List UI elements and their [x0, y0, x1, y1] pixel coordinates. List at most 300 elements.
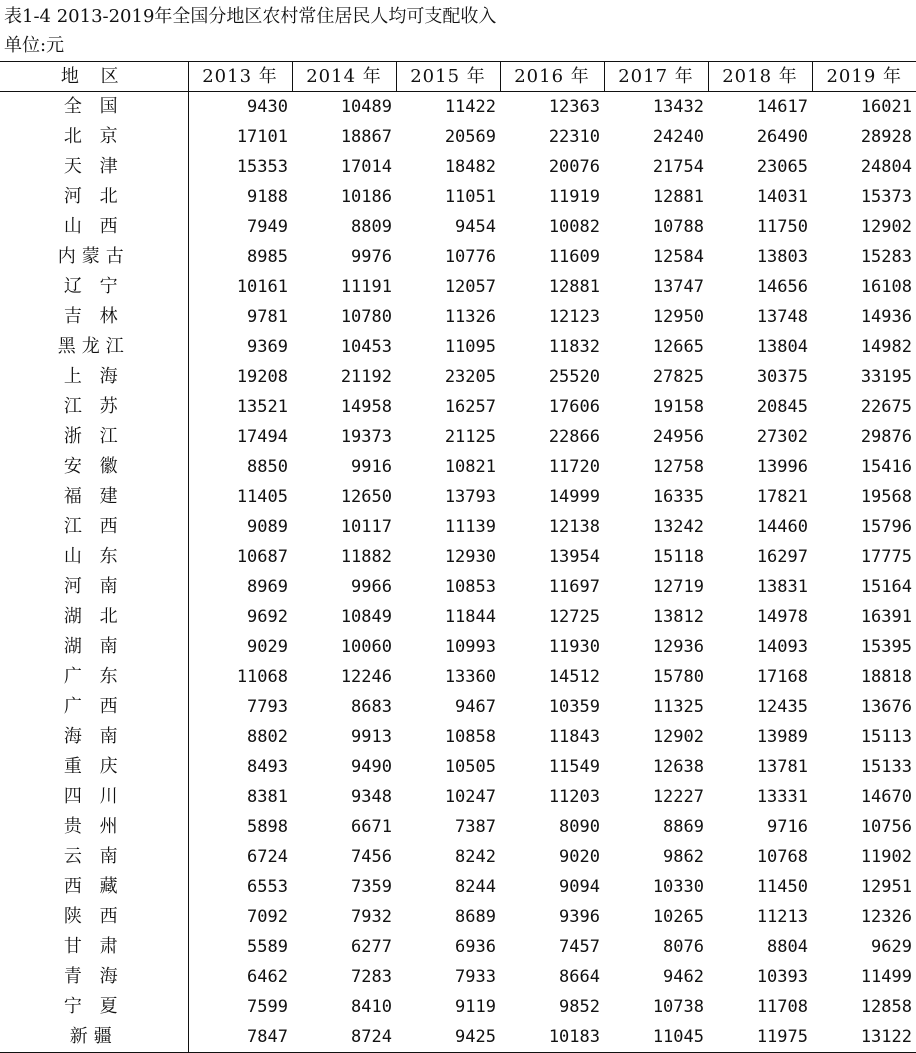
- income-cell: 6936: [455, 937, 496, 957]
- income-cell: 8381: [247, 787, 288, 807]
- header-year: 2019 年: [812, 62, 916, 92]
- income-cell: 10768: [756, 847, 808, 867]
- income-cell: 7793: [247, 697, 288, 717]
- income-cell: 29876: [860, 427, 912, 447]
- table-row: [0, 422, 916, 452]
- income-cell: 9396: [559, 907, 600, 927]
- income-cell: 30375: [756, 367, 808, 387]
- region-cell: 江 西: [0, 512, 188, 542]
- income-cell: 11832: [548, 337, 600, 357]
- income-cell: 13996: [756, 457, 808, 477]
- income-cell: 8850: [247, 457, 288, 477]
- income-cell: 6671: [351, 817, 392, 837]
- income-cell: 15283: [860, 247, 912, 267]
- table-header: [0, 62, 916, 92]
- income-cell: 12650: [340, 487, 392, 507]
- income-cell: 19568: [860, 487, 912, 507]
- income-cell: 9913: [351, 727, 392, 747]
- income-cell: 10117: [340, 517, 392, 537]
- income-cell: 12725: [548, 607, 600, 627]
- table-row: [0, 662, 916, 692]
- income-cell: 10161: [236, 277, 288, 297]
- table-row: [0, 452, 916, 482]
- income-cell: 12665: [652, 337, 704, 357]
- header-year: 2018 年: [708, 62, 812, 92]
- region-cell: 四 川: [0, 782, 188, 812]
- income-cell: 26490: [756, 127, 808, 147]
- income-cell: 20845: [756, 397, 808, 417]
- income-cell: 9781: [247, 307, 288, 327]
- income-cell: 15395: [860, 637, 912, 657]
- income-cell: 10849: [340, 607, 392, 627]
- table-row: [0, 242, 916, 272]
- income-cell: 11213: [756, 907, 808, 927]
- income-cell: 23065: [756, 157, 808, 177]
- region-cell: 江 苏: [0, 392, 188, 422]
- income-cell: 24240: [652, 127, 704, 147]
- region-cell: 河 北: [0, 182, 188, 212]
- table-row: [0, 842, 916, 872]
- income-cell: 16021: [860, 97, 912, 117]
- income-cell: 11609: [548, 247, 600, 267]
- income-cell: 16257: [444, 397, 496, 417]
- income-cell: 7932: [351, 907, 392, 927]
- income-cell: 15353: [236, 157, 288, 177]
- table-row: [0, 932, 916, 962]
- income-cell: 13748: [756, 307, 808, 327]
- income-cell: 11499: [860, 967, 912, 987]
- region-cell: 山 西: [0, 212, 188, 242]
- income-cell: 12902: [860, 217, 912, 237]
- table-row: [0, 212, 916, 242]
- income-cell: 11750: [756, 217, 808, 237]
- income-cell: 20076: [548, 157, 600, 177]
- income-cell: 23205: [444, 367, 496, 387]
- header-row: [0, 62, 916, 92]
- income-cell: 5898: [247, 817, 288, 837]
- income-cell: 9966: [351, 577, 392, 597]
- income-cell: 8090: [559, 817, 600, 837]
- income-cell: 14670: [860, 787, 912, 807]
- income-cell: 12881: [548, 277, 600, 297]
- income-cell: 21192: [340, 367, 392, 387]
- income-cell: 12902: [652, 727, 704, 747]
- income-cell: 14999: [548, 487, 600, 507]
- region-cell: 辽 宁: [0, 272, 188, 302]
- income-cell: 11191: [340, 277, 392, 297]
- table-row: [0, 1022, 916, 1053]
- income-cell: 13521: [236, 397, 288, 417]
- region-cell: 广 西: [0, 692, 188, 722]
- income-cell: 25520: [548, 367, 600, 387]
- income-cell: 14936: [860, 307, 912, 327]
- region-cell: 福 建: [0, 482, 188, 512]
- income-cell: 8410: [351, 997, 392, 1017]
- income-cell: 14656: [756, 277, 808, 297]
- income-cell: 17168: [756, 667, 808, 687]
- region-cell: 吉 林: [0, 302, 188, 332]
- income-cell: 13122: [812, 1022, 916, 1053]
- income-cell: 8809: [351, 217, 392, 237]
- income-cell: 28928: [860, 127, 912, 147]
- region-cell: 北 京: [0, 122, 188, 152]
- income-cell: 10393: [756, 967, 808, 987]
- header-year: 2014 年: [292, 62, 396, 92]
- income-cell: 22310: [548, 127, 600, 147]
- income-cell: 11930: [548, 637, 600, 657]
- region-cell: 山 东: [0, 542, 188, 572]
- income-cell: 10821: [444, 457, 496, 477]
- income-cell: 10993: [444, 637, 496, 657]
- income-cell: 9119: [455, 997, 496, 1017]
- income-cell: 10247: [444, 787, 496, 807]
- income-cell: 18818: [860, 667, 912, 687]
- income-cell: 14093: [756, 637, 808, 657]
- income-cell: 15113: [860, 727, 912, 747]
- income-cell: 27302: [756, 427, 808, 447]
- income-cell: 13360: [444, 667, 496, 687]
- table-row: [0, 332, 916, 362]
- table-row: [0, 512, 916, 542]
- income-cell: 11068: [236, 667, 288, 687]
- table-row: [0, 602, 916, 632]
- income-cell: 7283: [351, 967, 392, 987]
- income-cell: 9976: [351, 247, 392, 267]
- income-cell: 9369: [247, 337, 288, 357]
- header-year: 2013 年: [188, 62, 292, 92]
- income-cell: 15164: [860, 577, 912, 597]
- income-cell: 12057: [444, 277, 496, 297]
- income-cell: 5589: [247, 937, 288, 957]
- income-cell: 17014: [340, 157, 392, 177]
- income-cell: 12584: [652, 247, 704, 267]
- income-cell: 12758: [652, 457, 704, 477]
- income-cell: 21754: [652, 157, 704, 177]
- income-cell: 11975: [708, 1022, 812, 1053]
- region-cell: 安 徽: [0, 452, 188, 482]
- table-row: [0, 632, 916, 662]
- income-cell: 17606: [548, 397, 600, 417]
- income-cell: 7387: [455, 817, 496, 837]
- table-row: [0, 872, 916, 902]
- income-cell: 10489: [340, 97, 392, 117]
- income-cell: 10788: [652, 217, 704, 237]
- income-cell: 13803: [756, 247, 808, 267]
- income-cell: 9692: [247, 607, 288, 627]
- income-cell: 6462: [247, 967, 288, 987]
- region-cell: 新疆: [0, 1022, 188, 1053]
- income-cell: 27825: [652, 367, 704, 387]
- income-cell: 11422: [444, 97, 496, 117]
- income-cell: 9094: [559, 877, 600, 897]
- region-cell: 云 南: [0, 842, 188, 872]
- income-cell: 14982: [860, 337, 912, 357]
- table-row: [0, 572, 916, 602]
- region-cell: 上 海: [0, 362, 188, 392]
- income-cell: 10453: [340, 337, 392, 357]
- income-cell: 6553: [247, 877, 288, 897]
- income-cell: 8689: [455, 907, 496, 927]
- income-cell: 10183: [500, 1022, 604, 1053]
- income-cell: 13432: [652, 97, 704, 117]
- income-cell: 9916: [351, 457, 392, 477]
- income-cell: 21125: [444, 427, 496, 447]
- income-cell: 7599: [247, 997, 288, 1017]
- income-cell: 8985: [247, 247, 288, 267]
- income-cell: 22675: [860, 397, 912, 417]
- income-cell: 14617: [756, 97, 808, 117]
- income-cell: 10858: [444, 727, 496, 747]
- table-row: [0, 992, 916, 1022]
- income-cell: 7847: [188, 1022, 292, 1053]
- income-cell: 16335: [652, 487, 704, 507]
- income-cell: 10060: [340, 637, 392, 657]
- table-row: [0, 182, 916, 212]
- income-cell: 9467: [455, 697, 496, 717]
- income-cell: 17494: [236, 427, 288, 447]
- income-cell: 19158: [652, 397, 704, 417]
- income-cell: 11919: [548, 187, 600, 207]
- income-cell: 8969: [247, 577, 288, 597]
- table-row: [0, 362, 916, 392]
- income-cell: 11844: [444, 607, 496, 627]
- income-cell: 10776: [444, 247, 496, 267]
- region-cell: 西 藏: [0, 872, 188, 902]
- income-cell: 12246: [340, 667, 392, 687]
- region-cell: 陕 西: [0, 902, 188, 932]
- header-year: 2015 年: [396, 62, 500, 92]
- region-cell: 黑龙江: [0, 332, 188, 362]
- income-cell: 13242: [652, 517, 704, 537]
- region-cell: 内蒙古: [0, 242, 188, 272]
- income-cell: 9629: [871, 937, 912, 957]
- income-cell: 11720: [548, 457, 600, 477]
- income-cell: 8804: [767, 937, 808, 957]
- income-cell: 17821: [756, 487, 808, 507]
- income-cell: 16391: [860, 607, 912, 627]
- table-row: [0, 722, 916, 752]
- region-cell: 河 南: [0, 572, 188, 602]
- table-row: [0, 692, 916, 722]
- table-row: [0, 812, 916, 842]
- income-cell: 11139: [444, 517, 496, 537]
- region-cell: 广 东: [0, 662, 188, 692]
- income-cell: 14031: [756, 187, 808, 207]
- income-cell: 11450: [756, 877, 808, 897]
- income-cell: 7359: [351, 877, 392, 897]
- income-cell: 18482: [444, 157, 496, 177]
- header-region: 地 区: [0, 62, 188, 92]
- income-cell: 9029: [247, 637, 288, 657]
- income-cell: 17101: [236, 127, 288, 147]
- income-cell: 9425: [396, 1022, 500, 1053]
- income-cell: 9716: [767, 817, 808, 837]
- income-cell: 10082: [548, 217, 600, 237]
- income-cell: 15373: [860, 187, 912, 207]
- income-cell: 7933: [455, 967, 496, 987]
- income-cell: 6724: [247, 847, 288, 867]
- income-cell: 20569: [444, 127, 496, 147]
- income-cell: 12950: [652, 307, 704, 327]
- income-cell: 14512: [548, 667, 600, 687]
- income-cell: 8076: [663, 937, 704, 957]
- income-cell: 12227: [652, 787, 704, 807]
- income-cell: 17775: [860, 547, 912, 567]
- income-cell: 10505: [444, 757, 496, 777]
- income-cell: 11325: [652, 697, 704, 717]
- income-cell: 11882: [340, 547, 392, 567]
- income-cell: 33195: [860, 367, 912, 387]
- income-table: [0, 61, 916, 1053]
- income-cell: 9020: [559, 847, 600, 867]
- table-row: [0, 392, 916, 422]
- income-cell: 24804: [860, 157, 912, 177]
- region-cell: 青 海: [0, 962, 188, 992]
- income-cell: 12326: [860, 907, 912, 927]
- income-cell: 8683: [351, 697, 392, 717]
- income-cell: 9348: [351, 787, 392, 807]
- income-cell: 14460: [756, 517, 808, 537]
- income-cell: 9852: [559, 997, 600, 1017]
- table-row: [0, 782, 916, 812]
- table-row: [0, 272, 916, 302]
- income-cell: 18867: [340, 127, 392, 147]
- income-cell: 13954: [548, 547, 600, 567]
- income-cell: 12881: [652, 187, 704, 207]
- income-cell: 10359: [548, 697, 600, 717]
- income-cell: 11708: [756, 997, 808, 1017]
- income-cell: 13676: [860, 697, 912, 717]
- income-cell: 15416: [860, 457, 912, 477]
- region-cell: 宁 夏: [0, 992, 188, 1022]
- income-cell: 9089: [247, 517, 288, 537]
- income-cell: 19208: [236, 367, 288, 387]
- table-row: [0, 482, 916, 512]
- table-title: 表1-4 2013-2019年全国分地区农村常住居民人均可支配收入: [4, 6, 497, 27]
- income-cell: 10330: [652, 877, 704, 897]
- income-cell: 11902: [860, 847, 912, 867]
- income-cell: 11203: [548, 787, 600, 807]
- income-cell: 24956: [652, 427, 704, 447]
- income-cell: 12363: [548, 97, 600, 117]
- table-row: [0, 92, 916, 123]
- income-cell: 12936: [652, 637, 704, 657]
- unit-label: 单位:元: [4, 35, 65, 56]
- table-row: [0, 152, 916, 182]
- income-cell: 9862: [663, 847, 704, 867]
- income-cell: 9454: [455, 217, 496, 237]
- income-cell: 8244: [455, 877, 496, 897]
- income-cell: 8664: [559, 967, 600, 987]
- income-cell: 13793: [444, 487, 496, 507]
- income-cell: 16297: [756, 547, 808, 567]
- income-cell: 13831: [756, 577, 808, 597]
- income-cell: 12138: [548, 517, 600, 537]
- income-cell: 16108: [860, 277, 912, 297]
- income-cell: 19373: [340, 427, 392, 447]
- income-cell: 14978: [756, 607, 808, 627]
- income-cell: 10780: [340, 307, 392, 327]
- income-cell: 22866: [548, 427, 600, 447]
- income-cell: 15118: [652, 547, 704, 567]
- income-cell: 10756: [860, 817, 912, 837]
- income-cell: 11405: [236, 487, 288, 507]
- income-cell: 11095: [444, 337, 496, 357]
- income-cell: 8724: [292, 1022, 396, 1053]
- income-cell: 7092: [247, 907, 288, 927]
- income-cell: 12435: [756, 697, 808, 717]
- income-cell: 11045: [604, 1022, 708, 1053]
- income-cell: 9490: [351, 757, 392, 777]
- income-cell: 13781: [756, 757, 808, 777]
- income-cell: 13812: [652, 607, 704, 627]
- region-cell: 甘 肃: [0, 932, 188, 962]
- table-row: [0, 752, 916, 782]
- income-cell: 8869: [663, 817, 704, 837]
- income-cell: 8493: [247, 757, 288, 777]
- income-cell: 14958: [340, 397, 392, 417]
- income-cell: 6277: [351, 937, 392, 957]
- table-row: [0, 542, 916, 572]
- income-cell: 13747: [652, 277, 704, 297]
- income-cell: 15780: [652, 667, 704, 687]
- region-cell: 贵 州: [0, 812, 188, 842]
- income-cell: 12951: [860, 877, 912, 897]
- income-cell: 8802: [247, 727, 288, 747]
- table-row: [0, 122, 916, 152]
- income-cell: 12858: [860, 997, 912, 1017]
- table-row: [0, 302, 916, 332]
- income-cell: 8242: [455, 847, 496, 867]
- income-cell: 11051: [444, 187, 496, 207]
- region-cell: 全 国: [0, 92, 188, 123]
- income-cell: 12638: [652, 757, 704, 777]
- region-cell: 湖 北: [0, 602, 188, 632]
- income-cell: 9430: [247, 97, 288, 117]
- region-cell: 浙 江: [0, 422, 188, 452]
- table-row: [0, 962, 916, 992]
- table-body: [0, 92, 916, 1053]
- income-cell: 7456: [351, 847, 392, 867]
- income-cell: 15133: [860, 757, 912, 777]
- table-row: [0, 902, 916, 932]
- header-year: 2016 年: [500, 62, 604, 92]
- income-cell: 13989: [756, 727, 808, 747]
- income-cell: 12123: [548, 307, 600, 327]
- income-cell: 10738: [652, 997, 704, 1017]
- income-cell: 12930: [444, 547, 496, 567]
- income-cell: 10687: [236, 547, 288, 567]
- income-cell: 9462: [663, 967, 704, 987]
- income-cell: 11549: [548, 757, 600, 777]
- income-cell: 13331: [756, 787, 808, 807]
- income-cell: 9188: [247, 187, 288, 207]
- income-cell: 15796: [860, 517, 912, 537]
- region-cell: 重 庆: [0, 752, 188, 782]
- region-cell: 海 南: [0, 722, 188, 752]
- income-cell: 11843: [548, 727, 600, 747]
- region-cell: 湖 南: [0, 632, 188, 662]
- income-cell: 10186: [340, 187, 392, 207]
- income-cell: 7457: [559, 937, 600, 957]
- income-cell: 10853: [444, 577, 496, 597]
- income-cell: 13804: [756, 337, 808, 357]
- income-cell: 11697: [548, 577, 600, 597]
- income-cell: 12719: [652, 577, 704, 597]
- header-year: 2017 年: [604, 62, 708, 92]
- income-cell: 11326: [444, 307, 496, 327]
- region-cell: 天 津: [0, 152, 188, 182]
